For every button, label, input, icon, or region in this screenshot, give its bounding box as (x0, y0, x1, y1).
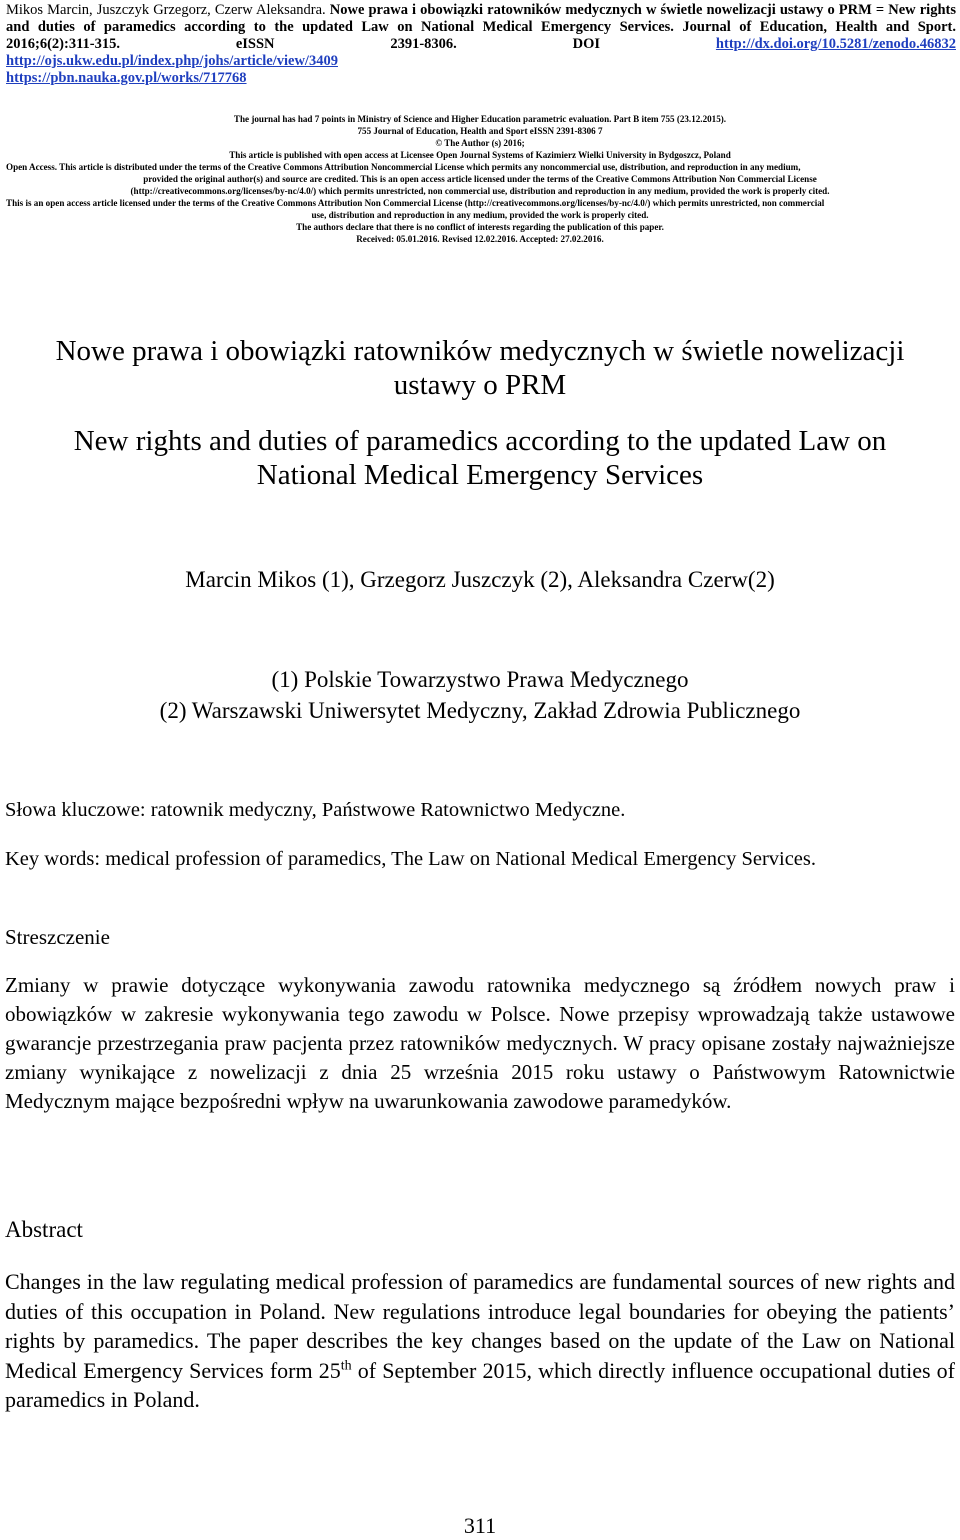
license-line-2: provided the original author(s) and source are credited. This is an open access article licensed under the terms of the Creative Commons Attribution Non Commercial License (143, 174, 817, 184)
page-number: 311 (463, 1513, 497, 1538)
conflict-text: The authors declare that there is no conflict of interests regarding the publication of this paper. (296, 222, 664, 232)
citation-authors: Mikos Marcin, Juszczyk Grzegorz, Czerw Aleksandra. (6, 2, 326, 18)
journal-notice (0, 113, 960, 245)
keywords-polish: Słowa kluczowe: ratownik medyczny, Państwowe Ratownictwo Medyczne. (5, 799, 626, 821)
title-polish-line-2: ustawy o PRM (393, 369, 567, 401)
abstract-heading: Abstract (5, 1217, 83, 1242)
abstract-superscript: th (340, 1358, 352, 1374)
affiliation-2: (2) Warszawski Uniwersytet Medyczny, Zakład Zdrowia Publicznego (159, 698, 801, 723)
abstract-text (5, 1267, 955, 1415)
citation-title: Nowe prawa i obowiązki ratowników medycznych w świetle nowelizacji ustawy o PRM = New rights and duties of paramedics according to the updated Law on National Medical Emergency Services. Journal of Education, Health and Sport. 2016;6(2):311-315. eISSN 2391-8306. DOI (6, 2, 956, 52)
dates-text: Received: 05.01.2016. Revised 12.02.2016. Accepted: 27.02.2016. (356, 234, 604, 244)
title-polish (0, 334, 960, 402)
abstract-text-part-1: Changes in the law regulating medical profession of paramedics are fundamental sources of new rights and duties of this occupation in Poland. New regulations introduce legal boundaries for obeying the patients’ rights by paramedics. The paper describes the key changes based on the update of the Law on National Medical Emergency Services form 25 (5, 1269, 955, 1383)
keywords-english: Key words: medical profession of paramedics, The Law on National Medical Emergency Services. (5, 848, 817, 870)
streszczenie-heading: Streszczenie (5, 925, 110, 949)
issn-text: 755 Journal of Education, Health and Sport eISSN 2391-8306 7 (357, 126, 603, 136)
open-access-text: This article is published with open access at Licensee Open Journal Systems of Kazimierz Wielki University in Bydgoszcz, Poland (229, 150, 731, 160)
authors-line: Marcin Mikos (1), Grzegorz Juszczyk (2), Aleksandra Czerw(2) (185, 567, 775, 592)
license-line-5: use, distribution and reproduction in any medium, provided the work is properly cited. (311, 210, 649, 220)
doi-link[interactable]: http://dx.doi.org/10.5281/zenodo.46832 (715, 36, 956, 52)
ojs-link[interactable]: http://ojs.ukw.edu.pl/index.php/johs/article/view/3409 (6, 53, 338, 69)
title-english (0, 424, 960, 492)
affiliation-1: (1) Polskie Towarzystwo Prawa Medycznego (271, 667, 689, 692)
citation-header (6, 2, 956, 87)
title-polish-line-1: Nowe prawa i obowiązki ratowników medycznych w świetle nowelizacji (55, 335, 905, 367)
pbn-link[interactable]: https://pbn.nauka.gov.pl/works/717768 (6, 70, 247, 86)
license-line-1: Open Access. This article is distributed under the terms of the Creative Commons Attribution Noncommercial License which permits any noncommercial use, distribution, and reproduction in any medium, (6, 162, 801, 172)
title-english-line-2: National Medical Emergency Services (256, 459, 704, 491)
license-line-4: This is an open access article licensed under the terms of the Creative Commons Attribution Non Commercial License (http://creativecommons.org/licenses/by-nc/4.0/) which permits unrestricted, non commercial (6, 198, 825, 208)
abstract-text-part-2: of September 2015, which directly influence occupational duties of paramedics in Poland. (5, 1357, 955, 1412)
title-english-line-1: New rights and duties of paramedics according to the updated Law on (73, 425, 887, 457)
license-line-3: (http://creativecommons.org/licenses/by-nc/4.0/) which permits unrestricted, non commercial use, distribution and reproduction in any medium, provided the work is properly cited. (130, 186, 830, 196)
streszczenie-text: Zmiany w prawie dotyczące wykonywania zawodu ratownika medycznego są źródłem nowych praw i obowiązków w zakresie wykonywania tego zawodu w Polsce. Nowe przepisy wprowadzają także ustawowe gwarancje przestrzegania praw pacjenta przez ratowników medycznych. W pracy opisane zostały najważniejsze zmiany wynikające z nowelizacji z dnia 25 września 2015 roku ustawy o Państwowym Ratownictwie Medycznym mające bezpośredni wpływ na uwarunkowania zawodowe paramedyków. (5, 973, 955, 1113)
citation-main (6, 2, 956, 53)
points-text: The journal has had 7 points in Ministry of Science and Higher Education parametric evaluation. Part B item 755 (23.12.2015). (233, 114, 727, 124)
copyright-text: © The Author (s) 2016; (435, 138, 525, 148)
